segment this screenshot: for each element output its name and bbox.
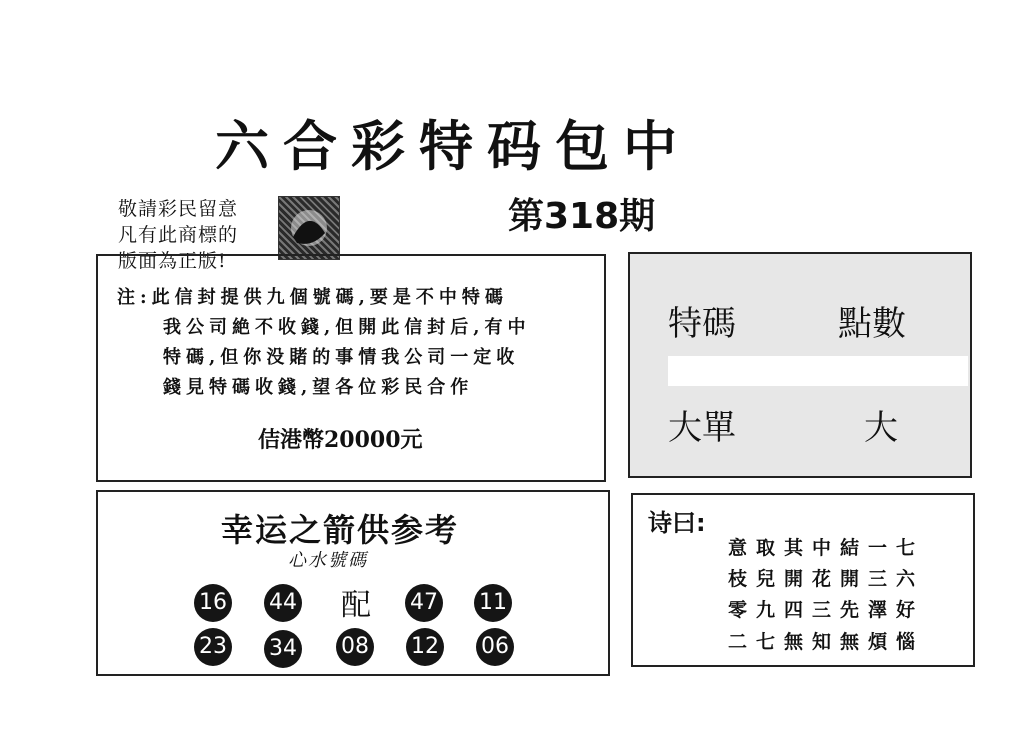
number-ball: 16 [194, 584, 232, 622]
divider-band [668, 356, 968, 386]
poem-line: 枝兒開花開三六 [728, 568, 925, 590]
poem-line: 意取其中結一七 [728, 537, 925, 559]
page-title: 六合彩特码包中 [215, 115, 691, 178]
price-label: 佶港幣20000元 [258, 427, 423, 453]
number-ball: 08 [336, 628, 374, 666]
number-ball: 34 [264, 630, 302, 668]
number-ball: 44 [264, 584, 302, 622]
special-code-value: 大單 [668, 408, 736, 448]
poem-line: 二七無知無煩惱 [728, 631, 925, 653]
lucky-subtitle: 心水號碼 [288, 550, 368, 571]
number-ball: 23 [194, 628, 232, 666]
special-code-label: 特碼 [668, 304, 736, 344]
poem-title: 诗曰: [648, 509, 706, 537]
lucky-title: 幸运之箭供参考 [221, 511, 460, 549]
poem-line: 零九四三先澤好 [728, 599, 925, 621]
issue-number: 第318期 [508, 196, 656, 237]
points-label: 點數 [838, 304, 906, 344]
number-ball: 11 [474, 584, 512, 622]
number-ball: 12 [406, 628, 444, 666]
authenticity-notice: 敬請彩民留意 凡有此商標的 版面為正版! [118, 198, 239, 272]
number-ball: 47 [405, 584, 443, 622]
points-value: 大 [864, 408, 898, 448]
trademark-logo [278, 196, 340, 260]
pair-label: 配 [341, 588, 371, 623]
number-ball: 06 [476, 628, 514, 666]
notice-text: 注:此信封提供九個號碼,要是不中特碼 我公司絶不收錢,但開此信封后,有中 特碼,但你没賭的事情我公司一定收 錢見特碼收錢,望各位彩民合作 [117, 287, 531, 398]
